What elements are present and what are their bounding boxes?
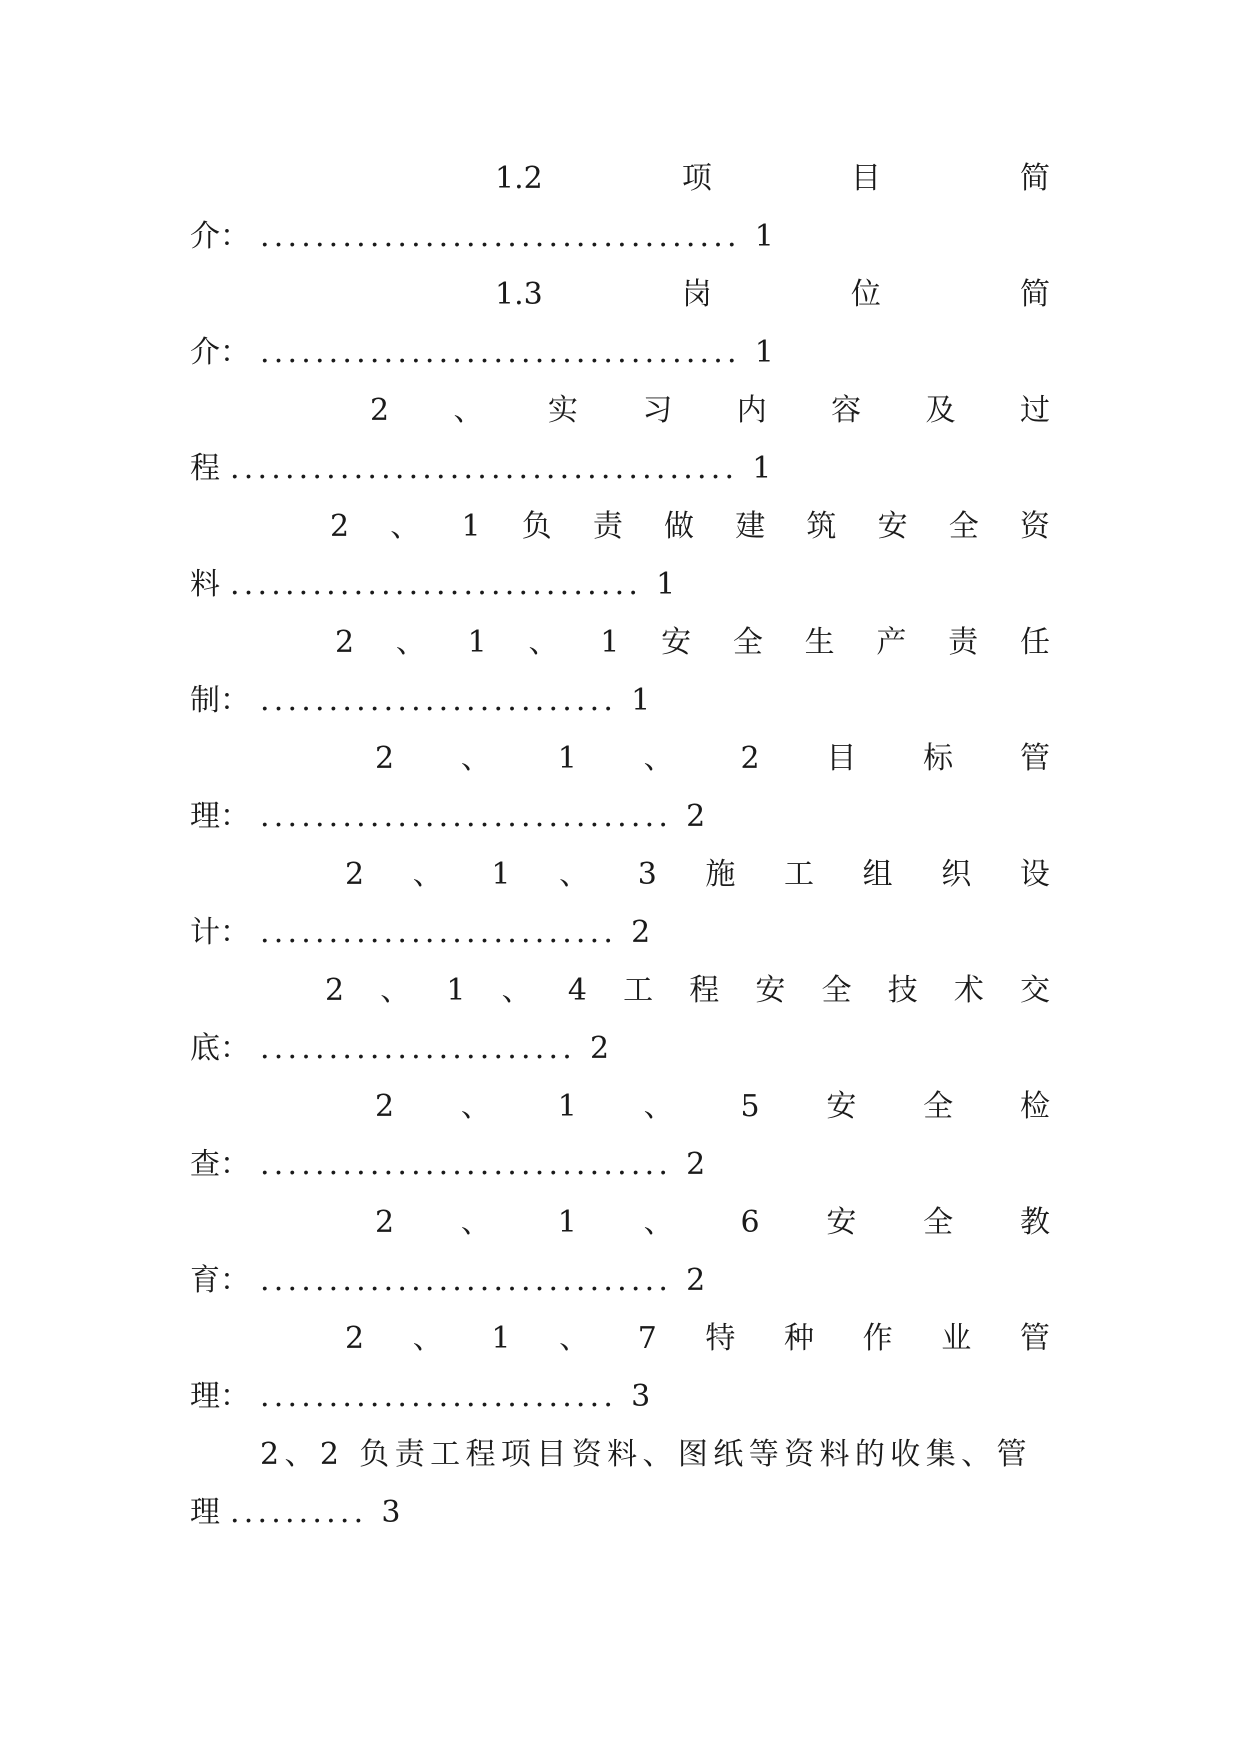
toc-entry-line1 — [190, 1426, 1050, 1484]
toc-entry-line1 — [190, 614, 1050, 672]
toc-entry-line2[interactable] — [190, 1136, 1050, 1194]
toc-entry-token: 、 — [528, 625, 559, 660]
toc-entry-token: 、 — [501, 973, 532, 1008]
toc-page-number: 1 — [754, 219, 774, 254]
toc-entry-token: 技 — [887, 973, 918, 1008]
toc-entry-token: 标 — [923, 741, 954, 776]
toc-entry-token: 、 — [460, 1089, 491, 1124]
toc-entry-token: 7 — [637, 1321, 657, 1356]
toc-dot-leader: .......................... — [260, 683, 618, 718]
toc-entry-token: 、 — [643, 1205, 674, 1240]
toc-entry-token: 全 — [732, 625, 763, 660]
toc-entry-token: 任 — [1019, 625, 1050, 660]
toc-entry-line1 — [190, 150, 1050, 208]
toc-dot-leader: ....................... — [260, 1031, 576, 1066]
toc-entry-token: 教 — [1019, 1205, 1050, 1240]
toc-entry-line2[interactable] — [190, 324, 1050, 382]
toc-page-number: 1 — [631, 683, 651, 718]
toc-entry-token: 1.3 — [495, 277, 543, 312]
toc-entry-tail: 理： — [190, 799, 250, 834]
toc-dot-leader: .......................... — [260, 915, 618, 950]
toc-entry-token: 1 — [467, 625, 487, 660]
toc-entry-token: 2、2 负责工程项目资料、图纸等资料的收集、管 — [260, 1437, 1032, 1472]
toc-entry-token: 1 — [491, 857, 511, 892]
toc-entry-token: 、 — [412, 857, 443, 892]
toc-entry-tail: 育： — [190, 1263, 250, 1298]
toc-entry-line1 — [190, 1078, 1050, 1136]
toc-entry-tail: 计： — [190, 915, 250, 950]
toc-entry-token: 、 — [453, 393, 484, 428]
toc-entry-token: 资 — [1019, 509, 1050, 544]
toc-entry-token: 设 — [1019, 857, 1050, 892]
toc-entry-token: 组 — [862, 857, 893, 892]
toc-entry-token: 2 — [375, 1205, 395, 1240]
toc-entry-line1 — [190, 382, 1050, 440]
toc-entry-token: 1 — [557, 1205, 577, 1240]
toc-entry-line2[interactable] — [190, 788, 1050, 846]
toc-entry-token: 习 — [642, 393, 673, 428]
toc-dot-leader: .............................. — [260, 1147, 673, 1182]
toc-entry-token: 全 — [821, 973, 852, 1008]
toc-page-number: 3 — [381, 1495, 401, 1530]
toc-entry-token: 位 — [850, 277, 881, 312]
toc-entry-line2[interactable] — [190, 556, 1050, 614]
toc-entry-token: 、 — [380, 973, 411, 1008]
toc-entry-token: 1 — [557, 741, 577, 776]
toc-entry-token: 管 — [1019, 1321, 1050, 1356]
toc-dot-leader: .............................. — [260, 799, 673, 834]
toc-entry-token: 4 — [567, 973, 587, 1008]
toc-entry-tail: 介： — [190, 335, 250, 370]
toc-entry-token: 特 — [705, 1321, 736, 1356]
toc-entry-token: 、 — [559, 857, 590, 892]
toc-entry-token: 术 — [953, 973, 984, 1008]
toc-entry-line1 — [190, 266, 1050, 324]
toc-entry-line2[interactable] — [190, 1368, 1050, 1426]
toc-entry-line2[interactable] — [190, 208, 1050, 266]
toc-entry-token: 2 — [345, 1321, 365, 1356]
toc-entry-token: 种 — [784, 1321, 815, 1356]
toc-entry-token: 及 — [925, 393, 956, 428]
toc-entry-line1 — [190, 1194, 1050, 1252]
toc-entry-token: 1 — [557, 1089, 577, 1124]
toc-entry-line2[interactable] — [190, 440, 1050, 498]
toc-page-number: 3 — [631, 1379, 651, 1414]
toc-entry-tail: 理： — [190, 1379, 250, 1414]
toc-entry-token: 安 — [661, 625, 692, 660]
toc-dot-leader: ................................... — [260, 219, 741, 254]
toc-entry-token: 、 — [412, 1321, 443, 1356]
toc-entry-token: 业 — [941, 1321, 972, 1356]
toc-entry-token: 2 — [375, 1089, 395, 1124]
toc-entry-token: 、 — [559, 1321, 590, 1356]
toc-entry-tail: 制： — [190, 683, 250, 718]
toc-entry-line1 — [190, 730, 1050, 788]
toc-entry-line1 — [190, 962, 1050, 1020]
toc-page-number: 2 — [631, 915, 651, 950]
toc-entry-token: 2 — [330, 509, 350, 544]
toc-entry-token: 2 — [370, 393, 390, 428]
toc-dot-leader: .............................. — [260, 1263, 673, 1298]
toc-entry-token: 1 — [491, 1321, 511, 1356]
toc-entry-token: 2 — [335, 625, 355, 660]
toc-entry-token: 检 — [1019, 1089, 1050, 1124]
table-of-contents — [190, 150, 1050, 1542]
toc-entry-tail: 查： — [190, 1147, 250, 1182]
toc-entry-token: 程 — [689, 973, 720, 1008]
toc-entry-token: 全 — [923, 1205, 954, 1240]
toc-entry-token: 安 — [826, 1205, 857, 1240]
toc-entry-token: 项 — [681, 161, 712, 196]
toc-entry-token: 交 — [1020, 973, 1050, 1008]
toc-entry-token: 生 — [804, 625, 835, 660]
toc-page-number: 2 — [686, 1147, 706, 1182]
toc-entry-token: 5 — [740, 1089, 760, 1124]
toc-entry-token: 产 — [876, 625, 907, 660]
toc-entry-token: 过 — [1019, 393, 1050, 428]
toc-entry-tail: 理 — [190, 1495, 220, 1530]
toc-entry-tail: 程 — [190, 451, 220, 486]
toc-entry-token: 工 — [784, 857, 815, 892]
toc-entry-token: 实 — [547, 393, 578, 428]
toc-page-number: 1 — [752, 451, 772, 486]
toc-entry-line2[interactable] — [190, 1020, 1050, 1078]
toc-entry-token: 织 — [941, 857, 972, 892]
toc-entry-token: 安 — [826, 1089, 857, 1124]
toc-entry-token: 安 — [755, 973, 786, 1008]
toc-entry-token: 3 — [637, 857, 657, 892]
toc-entry-token: 1 — [461, 509, 481, 544]
toc-page-number: 1 — [656, 567, 676, 602]
toc-entry-line1 — [190, 1310, 1050, 1368]
toc-dot-leader: ..................................... — [230, 451, 739, 486]
toc-entry-token: 安 — [877, 509, 908, 544]
toc-entry-token: 工 — [623, 973, 654, 1008]
toc-entry-token: 6 — [740, 1205, 760, 1240]
toc-entry-token: 2 — [375, 741, 395, 776]
toc-entry-line2[interactable] — [190, 904, 1050, 962]
toc-page-number: 2 — [686, 1263, 706, 1298]
toc-entry-token: 负 — [521, 509, 552, 544]
toc-entry-tail: 料 — [190, 567, 220, 602]
toc-entry-token: 2 — [345, 857, 365, 892]
toc-entry-token: 2 — [325, 973, 345, 1008]
toc-entry-token: 1.2 — [495, 161, 543, 196]
toc-entry-token: 管 — [1019, 741, 1050, 776]
toc-dot-leader: .......................... — [260, 1379, 618, 1414]
toc-entry-token: 全 — [948, 509, 979, 544]
toc-entry-token: 筑 — [806, 509, 837, 544]
toc-entry-line1 — [190, 498, 1050, 556]
toc-entry-token: 内 — [736, 393, 767, 428]
toc-entry-token: 责 — [592, 509, 623, 544]
toc-dot-leader: ................................... — [260, 335, 741, 370]
toc-entry-token: 责 — [948, 625, 979, 660]
toc-entry-token: 全 — [923, 1089, 954, 1124]
toc-entry-token: 作 — [862, 1321, 893, 1356]
toc-entry-tail: 介： — [190, 219, 250, 254]
toc-entry-line2[interactable] — [190, 672, 1050, 730]
toc-entry-line1 — [190, 846, 1050, 904]
toc-entry-token: 、 — [460, 741, 491, 776]
toc-dot-leader: .............................. — [230, 567, 643, 602]
toc-entry-token: 目 — [850, 161, 881, 196]
toc-entry-token: 、 — [643, 741, 674, 776]
toc-entry-token: 、 — [395, 625, 426, 660]
toc-entry-token: 施 — [705, 857, 736, 892]
toc-page-number: 2 — [686, 799, 706, 834]
toc-entry-token: 做 — [664, 509, 695, 544]
toc-entry-token: 、 — [643, 1089, 674, 1124]
toc-entry-token: 、 — [460, 1205, 491, 1240]
toc-dot-leader: .......... — [230, 1495, 368, 1530]
toc-entry-token: 、 — [390, 509, 421, 544]
toc-entry-line2[interactable] — [190, 1252, 1050, 1310]
toc-entry-token: 简 — [1020, 161, 1050, 196]
toc-entry-token: 容 — [831, 393, 862, 428]
toc-page-number: 2 — [589, 1031, 610, 1066]
toc-entry-token: 目 — [826, 741, 857, 776]
toc-entry-token: 2 — [740, 741, 760, 776]
toc-entry-tail: 底： — [190, 1031, 250, 1066]
toc-entry-line2[interactable] — [190, 1484, 1050, 1542]
toc-entry-token: 简 — [1020, 277, 1050, 312]
toc-entry-token: 1 — [600, 625, 620, 660]
toc-entry-token: 建 — [735, 509, 766, 544]
toc-page-number: 1 — [754, 335, 774, 370]
toc-entry-token: 1 — [446, 973, 466, 1008]
toc-entry-token: 岗 — [681, 277, 712, 312]
